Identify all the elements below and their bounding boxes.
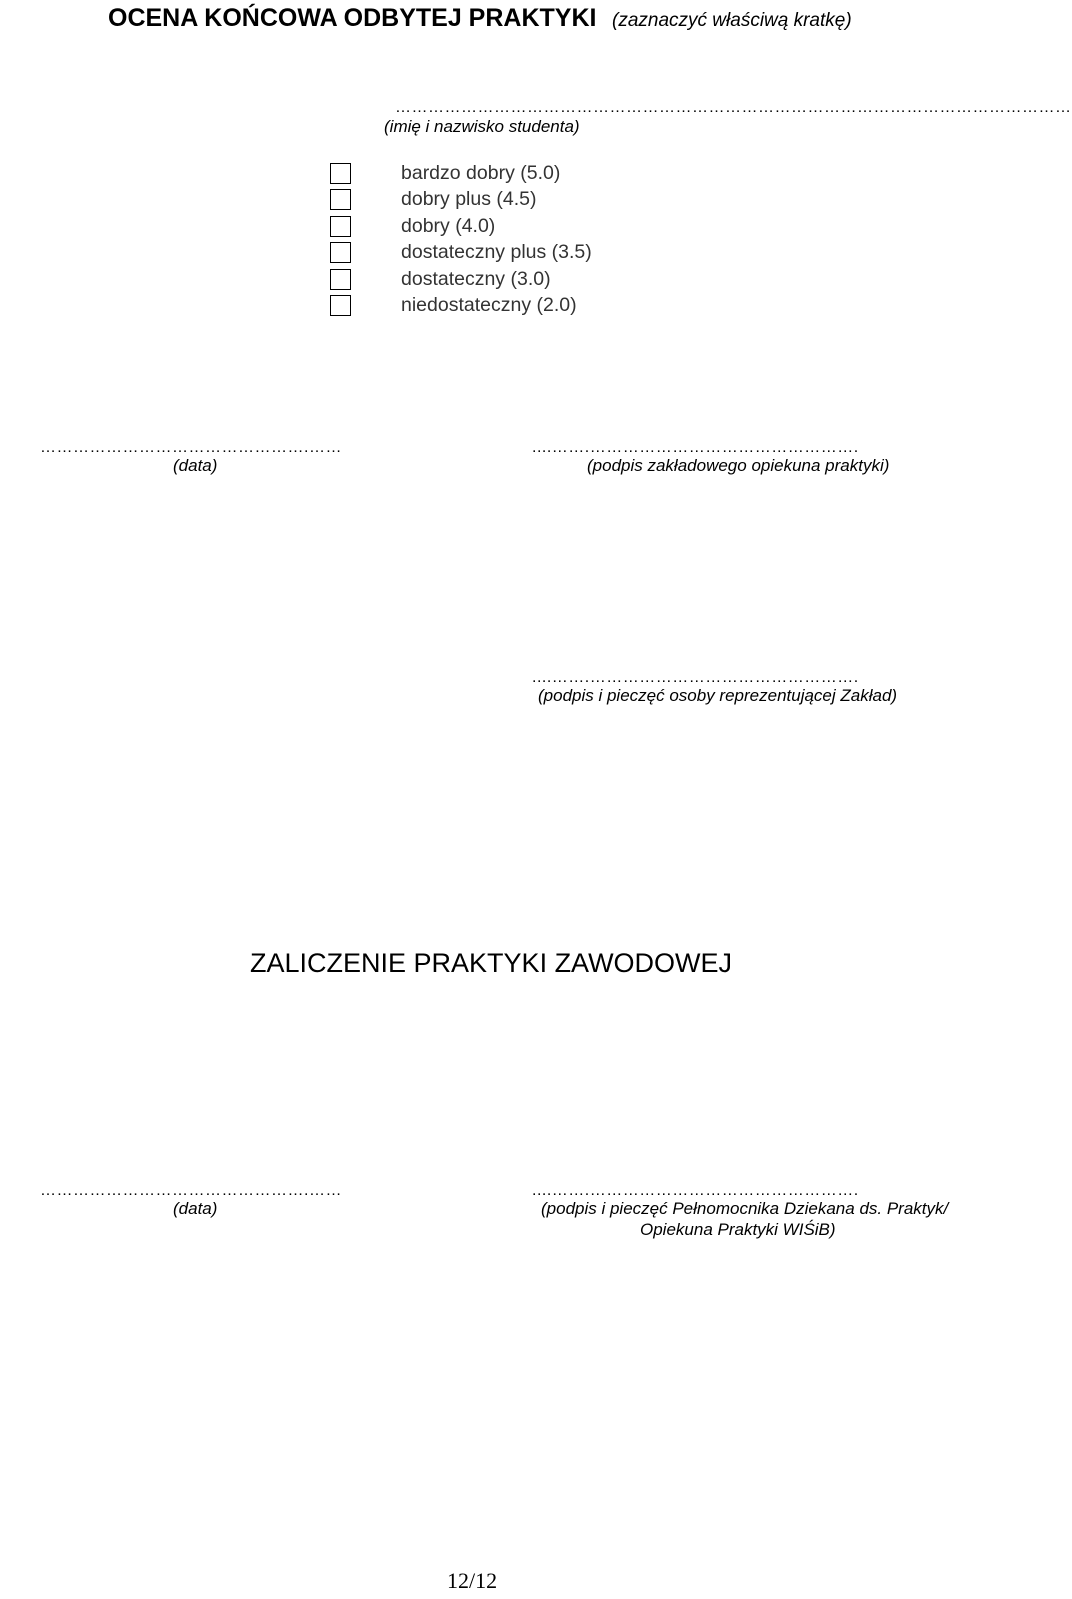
grade-option-2-0[interactable] xyxy=(330,293,592,320)
grade-label: dostateczny (3.0) xyxy=(401,267,551,290)
plenipotentiary-signature-line[interactable]: ....…….…………………………………………. xyxy=(532,1182,859,1199)
supervisor-signature-line[interactable]: ....…….…………………………………………. xyxy=(532,439,859,456)
grade-label: bardzo dobry (5.0) xyxy=(401,161,561,184)
checkbox-grade-4-5[interactable] xyxy=(330,189,351,210)
section-title: ZALICZENIE PRAKTYKI ZAWODOWEJ xyxy=(250,948,733,978)
grade-option-4-0[interactable] xyxy=(330,213,592,240)
grade-option-3-0[interactable] xyxy=(330,266,592,293)
checkbox-grade-3-5[interactable] xyxy=(330,242,351,263)
date-caption: (data) xyxy=(173,456,218,475)
student-name-caption: (imię i nazwisko studenta) xyxy=(384,117,580,136)
company-signature-line[interactable]: ....…….…………………………………………. xyxy=(532,669,859,686)
date-caption: (data) xyxy=(173,1199,218,1218)
checkbox-grade-5-0[interactable] xyxy=(330,163,351,184)
page-subtitle: (zaznaczyć właściwą kratkę) xyxy=(612,10,852,31)
grade-label: niedostateczny (2.0) xyxy=(401,294,577,317)
grade-option-4-5[interactable] xyxy=(330,187,592,214)
grade-option-3-5[interactable] xyxy=(330,240,592,267)
checkbox-grade-2-0[interactable] xyxy=(330,295,351,316)
supervisor-signature-caption: (podpis zakładowego opiekuna praktyki) xyxy=(587,456,890,475)
checkbox-grade-4-0[interactable] xyxy=(330,216,351,237)
plenipotentiary-signature-caption: (podpis i pieczęć Pełnomocnika Dziekana ds. Praktyk/ xyxy=(541,1199,949,1218)
date-line[interactable]: ………………………………………….…… xyxy=(40,1182,342,1199)
grade-label: dostateczny plus (3.5) xyxy=(401,241,592,264)
grade-label: dobry (4.0) xyxy=(401,214,496,237)
student-name-line[interactable]: …………………………………………………………………………………………………………… xyxy=(395,99,1072,116)
checkbox-grade-3-0[interactable] xyxy=(330,269,351,290)
plenipotentiary-signature-caption-cont: Opiekuna Praktyki WIŚiB) xyxy=(640,1220,836,1239)
grade-option-5-0[interactable] xyxy=(330,160,592,187)
grade-options xyxy=(330,160,592,319)
page-title: OCENA KOŃCOWA ODBYTEJ PRAKTYKI xyxy=(108,4,597,32)
company-signature-caption: (podpis i pieczęć osoby reprezentującej Zakład) xyxy=(538,686,898,705)
date-line[interactable]: ………………………………………….…… xyxy=(40,439,342,456)
grade-label: dobry plus (4.5) xyxy=(401,188,537,211)
page-number: 12/12 xyxy=(447,1568,498,1593)
